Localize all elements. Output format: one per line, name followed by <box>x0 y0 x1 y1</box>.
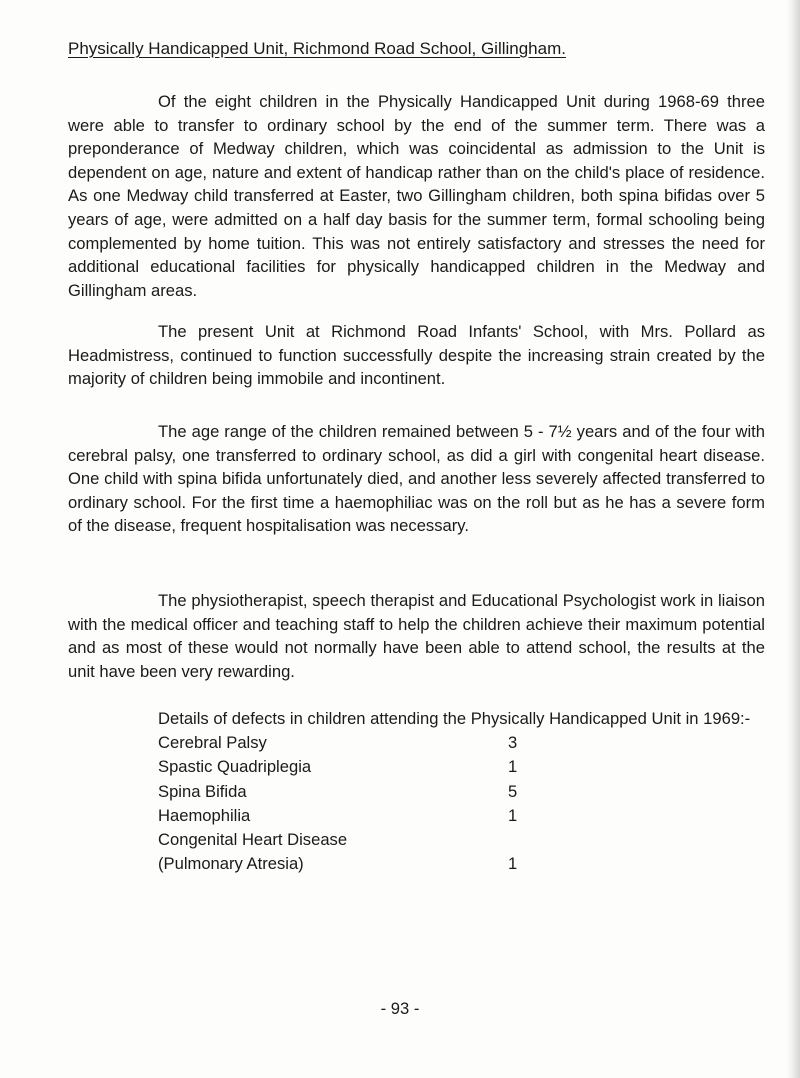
defects-list <box>158 731 518 877</box>
paragraph-present-unit: The present Unit at Richmond Road Infants' School, with Mrs. Pollard as Headmistress, continued to function successfully despite the increasing strain created by the majority of children being immobile and incontinent. <box>68 322 765 389</box>
defect-count: 5 <box>508 781 518 801</box>
page-number: - 93 - <box>380 999 420 1018</box>
defects-intro: Details of defects in children attending the Physically Handicapped Unit in 1969:- <box>158 709 751 728</box>
list-item <box>158 755 518 779</box>
defect-label: Cerebral Palsy <box>158 733 267 752</box>
list-item <box>158 804 518 828</box>
defect-label: Haemophilia <box>158 805 251 825</box>
section-heading: Physically Handicapped Unit, Richmond Road School, Gillingham. <box>68 39 566 58</box>
paragraph-age-range: The age range of the children remained between 5 - 7½ years and of the four with cerebral palsy, one transferred to ordinary school, as did a girl with congenital heart disease. One child with spina bifida unfortunately died, and another less severely affected transferred to ordinary school. For the first time a haemophiliac was on the roll but as he has a severe form of the disease, frequent hospitalisation was necessary. <box>68 422 765 536</box>
defect-label: (Pulmonary Atresia) <box>158 854 304 874</box>
list-item <box>158 828 518 852</box>
paragraph-therapists: The physiotherapist, speech therapist and Educational Psychologist work in liaison with the medical officer and teaching staff to help the children achieve their maximum potential and as most of these would not normally have been able to attend school, the results at the unit have been very rewarding. <box>68 591 765 681</box>
defect-count: 1 <box>508 854 518 874</box>
defect-label: Spina Bifida <box>158 781 247 801</box>
list-item <box>158 780 518 804</box>
defect-label: Congenital Heart Disease <box>158 830 348 850</box>
defect-count: 3 <box>508 733 518 752</box>
defect-count: 1 <box>508 757 518 777</box>
list-item <box>158 731 518 755</box>
list-item <box>158 852 518 876</box>
page-edge-shadow <box>786 0 800 1078</box>
paragraph-intake: Of the eight children in the Physically Handicapped Unit during 1968-69 three were able to transfer to ordinary school by the end of the summer term. There was a preponderance of Medway children, which was coincidental as admission to the Unit is dependent on age, nature and extent of handicap rather than on the child's place of residence. As one Medway child transferred at Easter, two Gillingham children, both spina bifidas over 5 years of age, were admitted on a half day basis for the summer term, formal schooling being complemented by home tuition. This was not entirely satisfactory and stresses the need for additional educational facilities for physically handicapped children in the Medway and Gillingham areas. <box>68 92 765 300</box>
defect-count: 1 <box>508 805 518 825</box>
defect-label: Spastic Quadriplegia <box>158 757 312 777</box>
